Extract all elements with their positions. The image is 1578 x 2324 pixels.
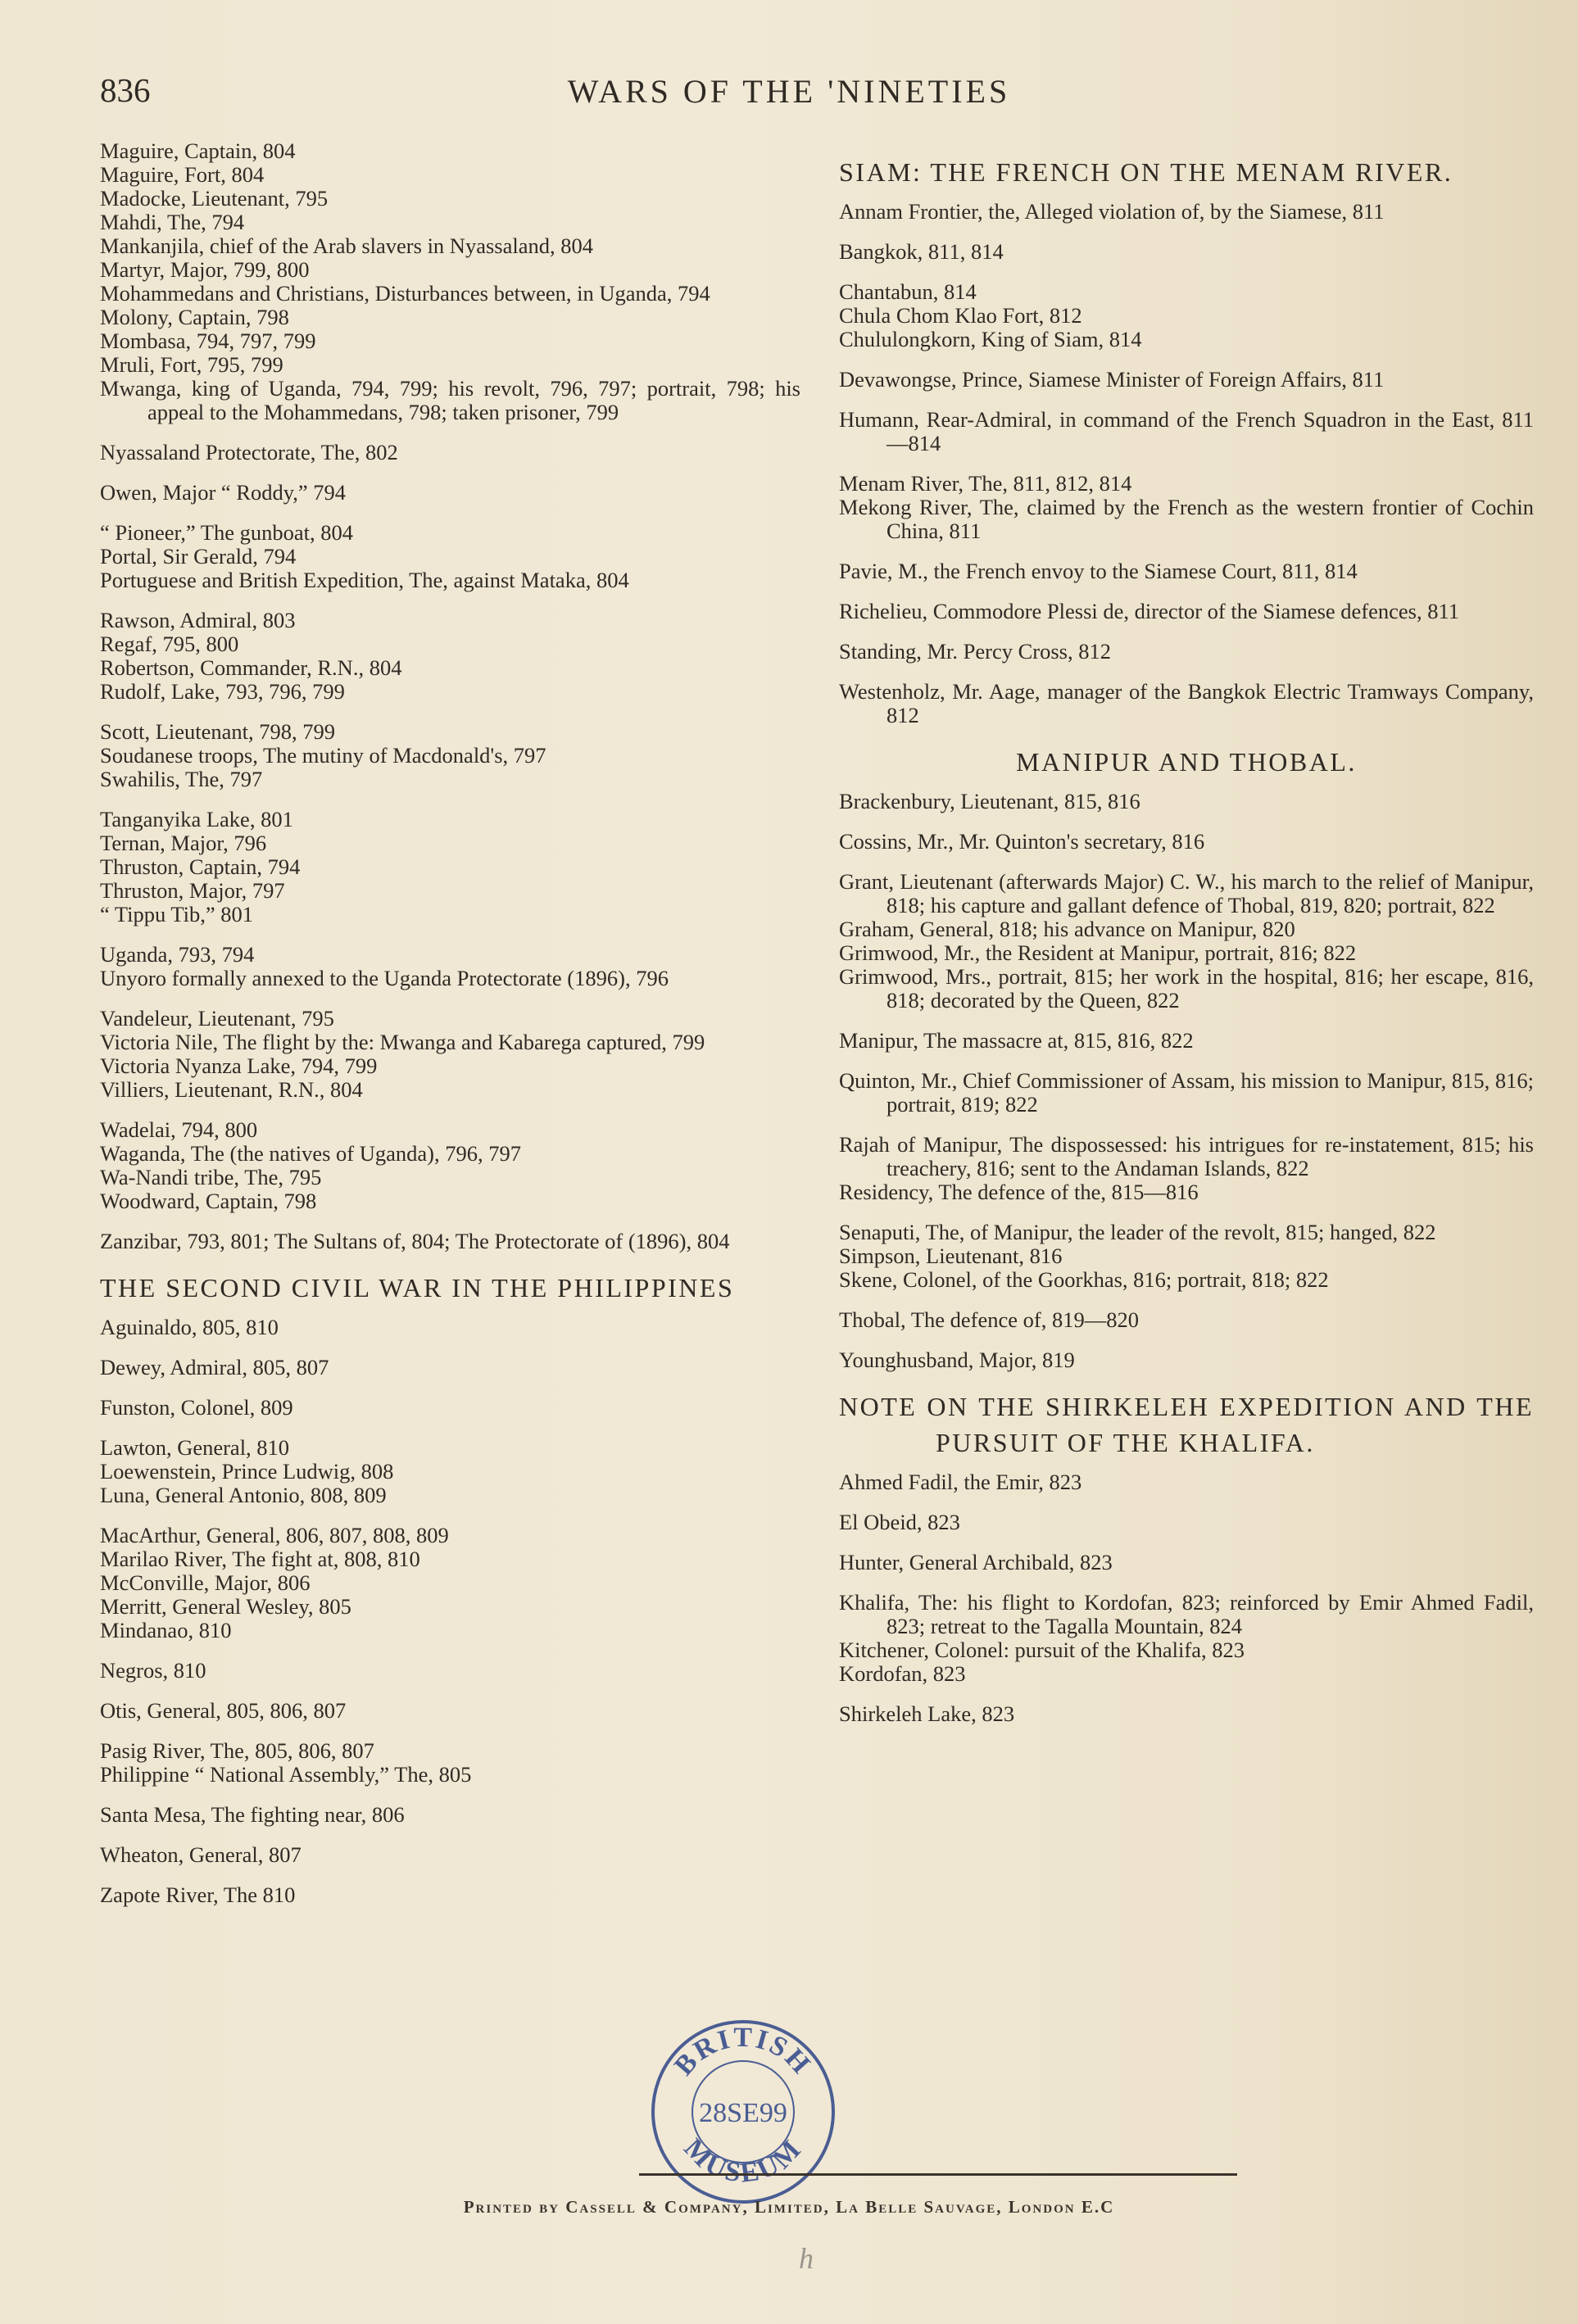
index-group	[100, 1356, 800, 1379]
index-entry: Chantabun, 814	[839, 279, 977, 304]
index-entry: Kordofan, 823	[839, 1661, 966, 1686]
index-entry: Scott, Lieutenant, 798, 799	[100, 719, 336, 744]
index-group	[839, 1133, 1534, 1204]
index-entry: Humann, Rear-Admiral, in command of the French Squadron in the East, 811—814	[839, 407, 1534, 455]
index-entry: Uganda, 793, 794	[100, 942, 255, 967]
index-group	[100, 1803, 800, 1827]
index-entry: Simpson, Lieutenant, 816	[839, 1244, 1063, 1268]
index-entry: Grant, Lieutenant (afterwards Major) C. W., his march to the relief of Manipur, 818; his capture and gallant defence of Thobal, 819, 820; portrait, 822	[839, 869, 1534, 917]
index-entry: Mindanao, 810	[100, 1618, 232, 1642]
index-group	[839, 408, 1534, 455]
index-group	[100, 1230, 800, 1253]
section-heading-siam: SIAM: THE FRENCH ON THE MENAM RIVER.	[839, 157, 1453, 187]
index-group	[100, 1316, 800, 1339]
index-entry: Menam River, The, 811, 812, 814	[839, 471, 1132, 496]
index-group	[839, 640, 1534, 664]
index-entry: Bangkok, 811, 814	[839, 239, 1004, 264]
index-entry: Otis, General, 805, 806, 807	[100, 1698, 347, 1723]
british-museum-stamp	[641, 2009, 846, 2214]
index-entry: Merritt, General Wesley, 805	[100, 1594, 351, 1619]
index-group	[839, 368, 1534, 392]
index-groups-uganda	[100, 139, 800, 1253]
index-group	[100, 1007, 800, 1102]
running-title: WARS OF THE 'NINETIES	[567, 73, 1011, 110]
right-column	[839, 139, 1534, 1742]
index-entry: Brackenbury, Lieutenant, 815, 816	[839, 789, 1140, 813]
index-group	[839, 1702, 1534, 1726]
stamp-top-text: BRITISH	[669, 2022, 818, 2082]
index-group	[839, 240, 1534, 264]
left-column	[100, 139, 800, 1923]
printer-imprint: Printed by Cassell & Company, Limited, La Belle Sauvage, London E.C	[463, 2197, 1115, 2217]
index-entry: Molony, Captain, 798	[100, 305, 289, 329]
index-entry: Khalifa, The: his flight to Kordofan, 823; reinforced by Emir Ahmed Fadil, 823; retreat to the Tagalla Mountain, 824	[839, 1590, 1534, 1638]
index-entry: Unyoro formally annexed to the Uganda Protectorate (1896), 796	[100, 966, 669, 990]
index-entry: Wadelai, 794, 800	[100, 1117, 258, 1142]
index-entry: Residency, The defence of the, 815—816	[839, 1180, 1199, 1204]
index-entry: Rudolf, Lake, 793, 796, 799	[100, 679, 345, 704]
index-group	[839, 200, 1534, 224]
index-group	[839, 1069, 1534, 1117]
index-group	[839, 1591, 1534, 1686]
index-group	[100, 1843, 800, 1867]
index-group	[100, 1883, 800, 1907]
index-entry: Nyassaland Protectorate, The, 802	[100, 440, 398, 464]
index-entry: Grimwood, Mr., the Resident at Manipur, portrait, 816; 822	[839, 940, 1357, 965]
index-entry: Victoria Nyanza Lake, 794, 799	[100, 1053, 378, 1078]
index-entry: Kitchener, Colonel: pursuit of the Khalifa, 823	[839, 1638, 1245, 1662]
index-entry: Westenholz, Mr. Aage, manager of the Bangkok Electric Tramways Company, 812	[839, 679, 1534, 727]
index-entry: Hunter, General Archibald, 823	[839, 1550, 1113, 1574]
index-entry: Swahilis, The, 797	[100, 767, 263, 791]
stamp-date: 28SE99	[699, 2098, 787, 2128]
index-entry: Wa-Nandi tribe, The, 795	[100, 1165, 322, 1189]
index-group	[100, 1524, 800, 1642]
pencil-mark: h	[799, 2242, 814, 2275]
index-entry: Owen, Major “ Roddy,” 794	[100, 480, 347, 505]
index-entry: Cossins, Mr., Mr. Quinton's secretary, 816	[839, 829, 1205, 854]
section-heading-philippines: THE SECOND CIVIL WAR IN THE PHILIPPINES	[100, 1273, 735, 1302]
index-entry: Victoria Nile, The flight by the: Mwanga and Kabarega captured, 799	[100, 1030, 705, 1054]
index-entry: Rawson, Admiral, 803	[100, 608, 296, 632]
index-group	[839, 280, 1534, 351]
index-entry: Santa Mesa, The fighting near, 806	[100, 1802, 405, 1827]
index-group	[100, 1396, 800, 1420]
index-entry: Grimwood, Mrs., portrait, 815; her work in the hospital, 816; her escape, 816, 818; decorated by the Queen, 822	[839, 964, 1534, 1013]
index-entry: Robertson, Commander, R.N., 804	[100, 655, 402, 680]
index-entry: McConville, Major, 806	[100, 1570, 311, 1595]
index-group	[100, 441, 800, 464]
index-entry: Mombasa, 794, 797, 799	[100, 328, 316, 353]
index-entry: Maguire, Fort, 804	[100, 162, 265, 187]
index-entry: Graham, General, 818; his advance on Manipur, 820	[839, 917, 1295, 941]
footer-rule	[639, 2173, 1237, 2176]
index-entry: Vandeleur, Lieutenant, 795	[100, 1006, 334, 1031]
index-group	[839, 1308, 1534, 1332]
index-entry: Villiers, Lieutenant, R.N., 804	[100, 1077, 363, 1102]
index-entry: Lawton, General, 810	[100, 1435, 290, 1460]
index-entry: “ Tippu Tib,” 801	[100, 902, 254, 926]
index-entry: Zapote River, The 810	[100, 1882, 296, 1907]
index-entry: Maguire, Captain, 804	[100, 138, 296, 163]
index-group	[100, 943, 800, 990]
index-group	[839, 1470, 1534, 1494]
index-group	[839, 830, 1534, 854]
index-entry: Mwanga, king of Uganda, 794, 799; his revolt, 796, 797; portrait, 798; his appeal to the Mohammedans, 798; taken prisoner, 799	[100, 376, 800, 424]
index-entry: Tanganyika Lake, 801	[100, 807, 293, 831]
page-number: 836	[100, 71, 151, 109]
index-entry: Regaf, 795, 800	[100, 632, 239, 656]
index-entry: Mruli, Fort, 795, 799	[100, 352, 283, 377]
index-group	[839, 1511, 1534, 1534]
index-group	[839, 790, 1534, 813]
index-entry: Younghusband, Major, 819	[839, 1348, 1075, 1372]
index-entry: Thruston, Captain, 794	[100, 854, 301, 879]
index-groups-siam	[839, 200, 1534, 727]
index-entry: Pasig River, The, 805, 806, 807	[100, 1738, 374, 1763]
index-group	[839, 600, 1534, 623]
index-entry: Senaputi, The, of Manipur, the leader of the revolt, 815; hanged, 822	[839, 1220, 1436, 1244]
index-entry: Chululongkorn, King of Siam, 814	[839, 327, 1142, 351]
index-entry: El Obeid, 823	[839, 1510, 960, 1534]
stamp-bottom-text: MUSEUM	[678, 2132, 809, 2189]
index-groups-shirkeleh	[839, 1470, 1534, 1726]
index-entry: Waganda, The (the natives of Uganda), 796, 797	[100, 1141, 521, 1166]
index-entry: “ Pioneer,” The gunboat, 804	[100, 520, 354, 545]
index-group	[839, 1029, 1534, 1053]
index-entry: Mekong River, The, claimed by the French as the western frontier of Cochin China, 811	[839, 495, 1534, 543]
index-entry: Chula Chom Klao Fort, 812	[839, 303, 1082, 328]
index-group	[839, 680, 1534, 727]
index-entry: Shirkeleh Lake, 823	[839, 1701, 1015, 1726]
index-entry: Portal, Sir Gerald, 794	[100, 544, 297, 569]
index-group	[100, 1739, 800, 1787]
index-group	[100, 1436, 800, 1507]
index-entry: Mahdi, The, 794	[100, 210, 245, 234]
index-groups-philippines	[100, 1316, 800, 1907]
index-entry: Standing, Mr. Percy Cross, 812	[839, 639, 1111, 664]
index-group	[839, 1551, 1534, 1574]
index-group	[100, 139, 800, 424]
index-entry: Philippine “ National Assembly,” The, 805	[100, 1762, 472, 1787]
index-entry: Dewey, Admiral, 805, 807	[100, 1355, 329, 1379]
index-entry: Soudanese troops, The mutiny of Macdonald's, 797	[100, 743, 546, 768]
index-entry: Ahmed Fadil, the Emir, 823	[839, 1470, 1082, 1494]
index-entry: Negros, 810	[100, 1658, 206, 1683]
index-entry: Skene, Colonel, of the Goorkhas, 816; portrait, 818; 822	[839, 1267, 1329, 1292]
index-group	[839, 870, 1534, 1013]
index-group	[100, 720, 800, 791]
index-group	[100, 1118, 800, 1213]
index-entry: Richelieu, Commodore Plessi de, director of the Siamese defences, 811	[839, 599, 1460, 623]
section-heading-shirkeleh: NOTE ON THE SHIRKELEH EXPEDITION AND THE PURSUIT OF THE KHALIFA.	[839, 1392, 1534, 1457]
index-group	[100, 1699, 800, 1723]
index-entry: Annam Frontier, the, Alleged violation of, by the Siamese, 811	[839, 199, 1385, 224]
index-entry: Aguinaldo, 805, 810	[100, 1315, 279, 1339]
index-entry: Mohammedans and Christians, Disturbances between, in Uganda, 794	[100, 281, 710, 306]
index-entry: Luna, General Antonio, 808, 809	[100, 1483, 387, 1507]
index-entry: Loewenstein, Prince Ludwig, 808	[100, 1459, 394, 1484]
index-entry: Funston, Colonel, 809	[100, 1395, 293, 1420]
index-entry: Woodward, Captain, 798	[100, 1189, 317, 1213]
index-group	[839, 559, 1534, 583]
index-entry: Zanzibar, 793, 801; The Sultans of, 804; The Protectorate of (1896), 804	[100, 1229, 730, 1253]
index-entry: Manipur, The massacre at, 815, 816, 822	[839, 1028, 1194, 1053]
index-entry: Devawongse, Prince, Siamese Minister of Foreign Affairs, 811	[839, 367, 1385, 392]
index-entry: Madocke, Lieutenant, 795	[100, 186, 329, 211]
index-group	[100, 808, 800, 926]
index-entry: Mankanjila, chief of the Arab slavers in Nyassaland, 804	[100, 233, 593, 258]
index-entry: Ternan, Major, 796	[100, 831, 267, 855]
index-groups-manipur	[839, 790, 1534, 1372]
index-entry: MacArthur, General, 806, 807, 808, 809	[100, 1523, 449, 1547]
index-group	[839, 1348, 1534, 1372]
section-heading-manipur: MANIPUR AND THOBAL.	[1016, 747, 1357, 777]
index-group	[100, 609, 800, 704]
index-group	[839, 1221, 1534, 1292]
index-group	[100, 521, 800, 592]
index-entry: Thruston, Major, 797	[100, 878, 285, 903]
index-entry: Rajah of Manipur, The dispossessed: his intrigues for re-instatement, 815; his treachery, 816; sent to the Andaman Islands, 822	[839, 1132, 1534, 1180]
index-group	[100, 1659, 800, 1683]
index-entry: Thobal, The defence of, 819—820	[839, 1307, 1139, 1332]
index-group	[839, 472, 1534, 543]
index-entry: Pavie, M., the French envoy to the Siamese Court, 811, 814	[839, 559, 1358, 583]
index-entry: Portuguese and British Expedition, The, against Mataka, 804	[100, 568, 629, 592]
index-entry: Marilao River, The fight at, 808, 810	[100, 1547, 420, 1571]
index-entry: Martyr, Major, 799, 800	[100, 257, 310, 282]
index-group	[100, 481, 800, 505]
index-entry: Quinton, Mr., Chief Commissioner of Assam, his mission to Manipur, 815, 816; portrait, 819; 822	[839, 1068, 1534, 1117]
index-entry: Wheaton, General, 807	[100, 1842, 302, 1867]
